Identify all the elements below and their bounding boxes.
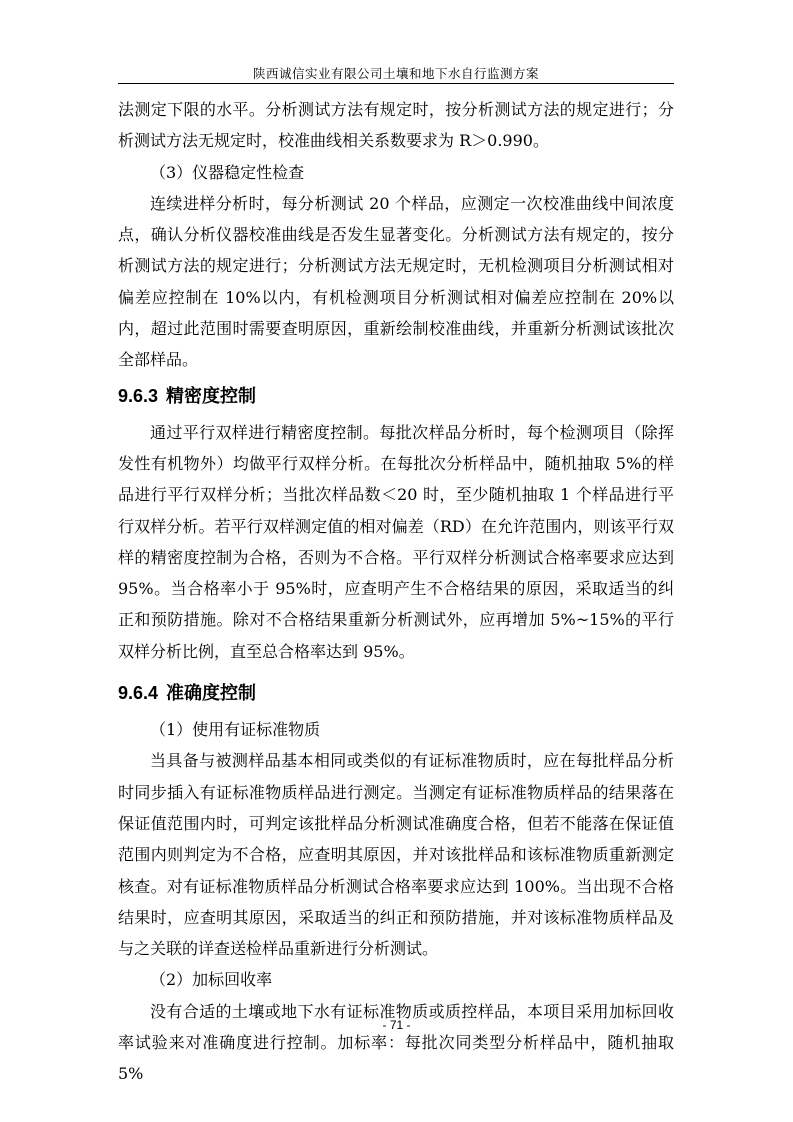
paragraph: 法测定下限的水平。分析测试方法有规定时，按分析测试方法的规定进行；分析测试方法无规定时，校准曲线相关系数要求为 R＞0.990。	[118, 100, 674, 151]
header-rule	[118, 83, 674, 84]
paragraph: 连续进样分析时，每分析测试 20 个样品，应测定一次校准曲线中间浓度点，确认分析仪器校准曲线是否发生显著变化。分析测试方法有规定的，按分析测试方法的规定进行；分析测试方法无规定时，无机检测项目分析测试相对偏差应控制在 10%以内，有机检测项目分析测试相对偏差应控制在 20%以内，超过此范围时需要查明原因，重新绘制校准曲线，并重新分析测试该批次全部样品。	[118, 193, 674, 370]
subsection-label: （1）使用有证标准物质	[150, 720, 321, 740]
section-heading	[118, 673, 674, 714]
section-number: 9.6.3	[118, 385, 159, 406]
subsection-label: （3）仪器稳定性检查	[150, 162, 305, 182]
running-header: 陕西诚信实业有限公司土壤和地下水自行监测方案	[252, 66, 539, 81]
paragraph: 通过平行双样进行精密度控制。每批次样品分析时，每个检测项目（除挥发性有机物外）均做平行双样分析。在每批次分析样品中，随机抽取 5%的样品进行平行双样分析；当批次样品数＜20 时，至少随机抽取 1 个样品进行平行双样分析。若平行双样测定值的相对偏差（RD）在允许范围内，则该平行双样的精密度控制为合格，否则为不合格。平行双样分析测试合格率要求应达到 95%。当合格率小于 95%时，应查明产生不合格结果的原因，采取适当的纠正和预防措施。除对不合格结果重新分析测试外，应再增加 5%~15%的平行双样分析比例，直至总合格率达到 95%。	[118, 422, 674, 661]
section-title: 精密度控制	[166, 385, 257, 407]
subsection-label: （2）加标回收率	[150, 970, 273, 990]
page-number: - 71 -	[382, 1018, 411, 1032]
paragraph: 没有合适的土壤或地下水有证标准物质或质控样品，本项目采用加标回收率试验来对准确度进行控制。加标率：每批次同类型分析样品中，随机抽取 5%	[118, 1001, 674, 1084]
section-number: 9.6.4	[118, 683, 159, 704]
section-heading	[118, 376, 674, 417]
paragraph: 当具备与被测样品基本相同或类似的有证标准物质时，应在每批样品分析时同步插入有证标准物质样品进行测定。当测定有证标准物质样品的结果落在保证值范围内时，可判定该批样品分析测试准确度合格，但若不能落在保证值范围内则判定为不合格，应查明其原因，并对该批样品和该标准物质重新测定核查。对有证标准物质样品分析测试合格率要求应达到 100%。当出现不合格结果时，应查明其原因，采取适当的纠正和预防措施，并对该标准物质样品及与之关联的详查送检样品重新进行分析测试。	[118, 751, 674, 959]
section-title: 准确度控制	[166, 683, 257, 705]
page-body	[118, 94, 674, 1090]
